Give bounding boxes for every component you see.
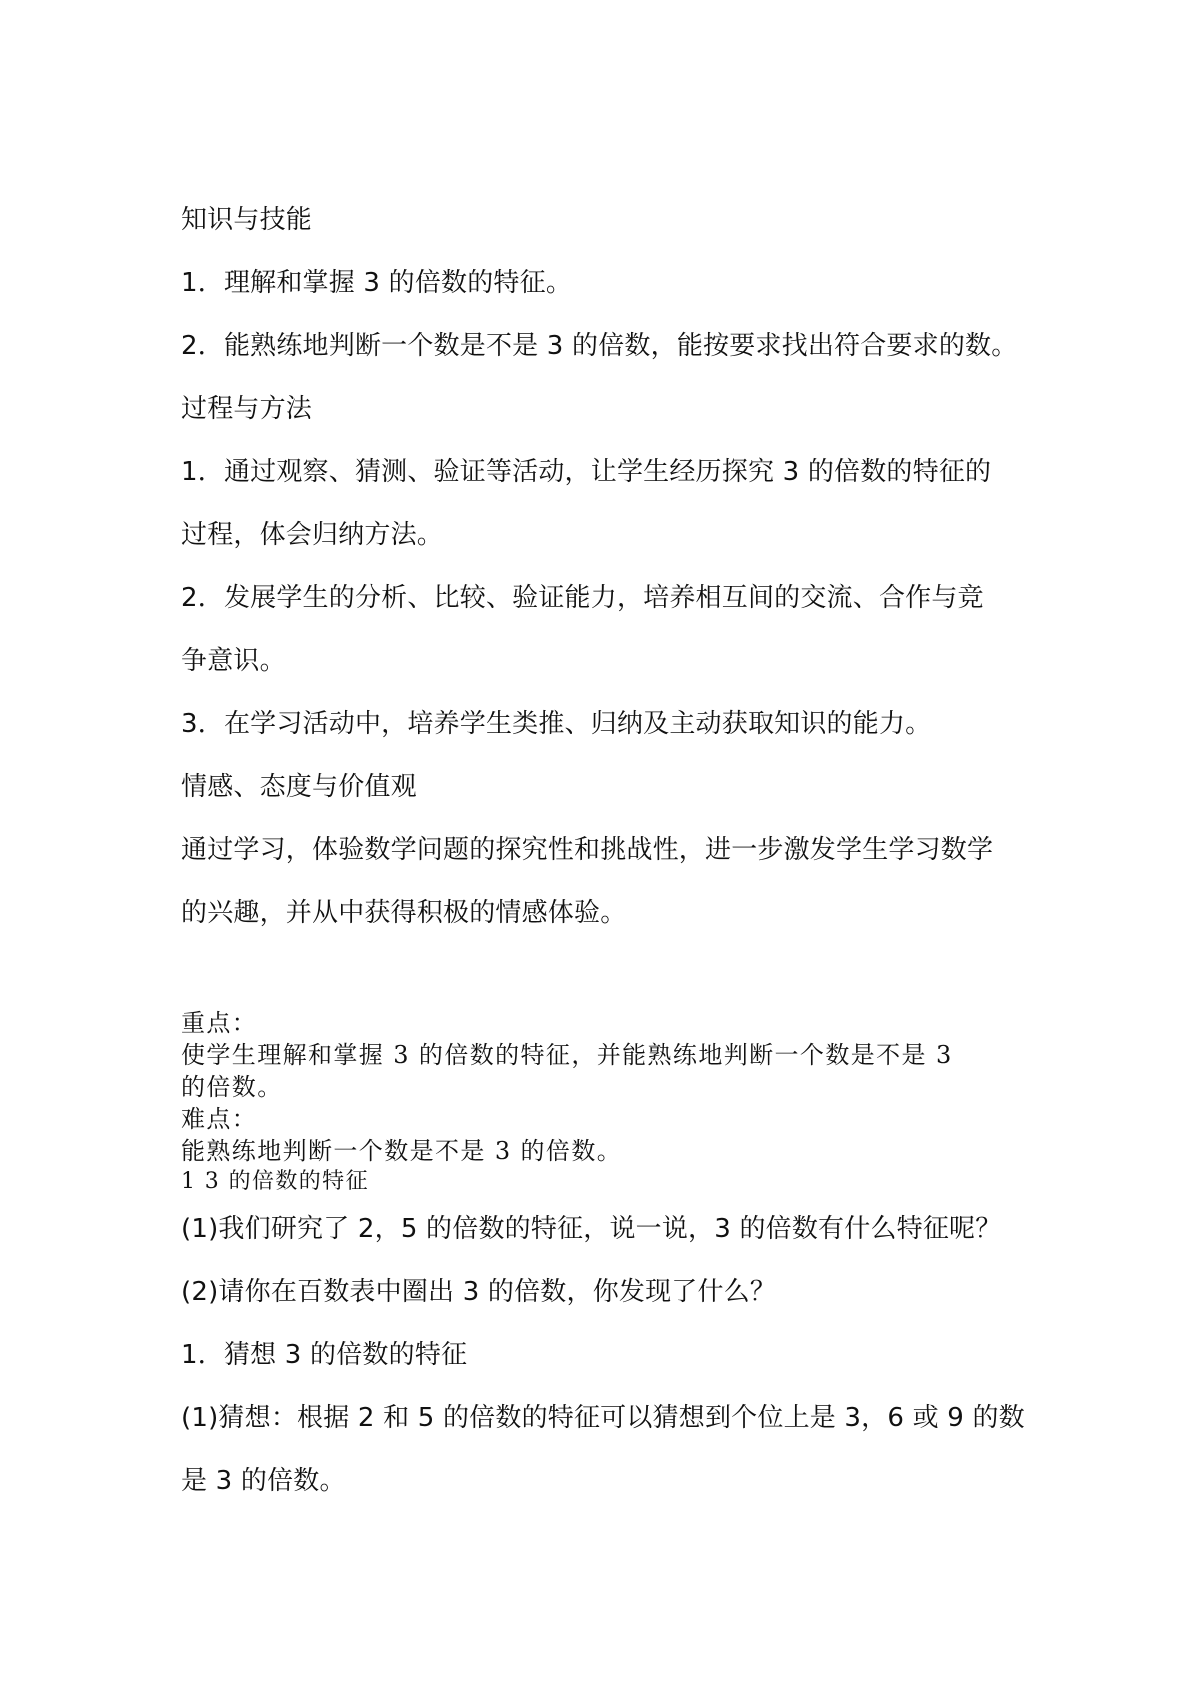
knowledge-heading: 知识与技能 — [181, 205, 313, 235]
guess-line-2: 是 3 的倍数。 — [181, 1466, 346, 1496]
emotion-line-1: 通过学习，体验数学问题的探究性和挑战性，进一步激发学生学习数学 — [181, 835, 994, 865]
lesson-title: 1 3 的倍数的特征 — [181, 1169, 369, 1194]
question-1: (1)我们研究了 2，5 的倍数的特征，说一说，3 的倍数有什么特征呢？ — [181, 1214, 1002, 1244]
process-item-2-line-2: 争意识。 — [181, 646, 286, 676]
focus-label: 重点： — [181, 1009, 258, 1037]
focus-line-1: 使学生理解和掌握 3 的倍数的特征，并能熟练地判断一个数是不是 3 — [181, 1041, 953, 1069]
process-item-2-line-1: 2．发展学生的分析、比较、验证能力，培养相互间的交流、合作与竞 — [181, 583, 984, 613]
knowledge-item-2: 2．能熟练地判断一个数是不是 3 的倍数，能按要求找出符合要求的数。 — [181, 331, 1018, 361]
process-item-3: 3．在学习活动中，培养学生类推、归纳及主动获取知识的能力。 — [181, 709, 932, 739]
process-item-1-line-1: 1．通过观察、猜测、验证等活动，让学生经历探究 3 的倍数的特征的 — [181, 457, 992, 487]
emotion-heading: 情感、态度与价值观 — [181, 772, 417, 802]
emotion-line-2: 的兴趣，并从中获得积极的情感体验。 — [181, 898, 627, 928]
difficulty-label: 难点： — [181, 1105, 258, 1133]
guess-line-1: (1)猜想：根据 2 和 5 的倍数的特征可以猜想到个位上是 3，6 或 9 的数 — [181, 1403, 1025, 1433]
process-item-1-line-2: 过程，体会归纳方法。 — [181, 520, 444, 550]
process-heading: 过程与方法 — [181, 394, 313, 424]
question-2: (2)请你在百数表中圈出 3 的倍数，你发现了什么？ — [181, 1277, 777, 1307]
step-1-heading: 1．猜想 3 的倍数的特征 — [181, 1340, 468, 1370]
focus-line-2: 的倍数。 — [181, 1073, 283, 1101]
knowledge-item-1: 1．理解和掌握 3 的倍数的特征。 — [181, 268, 573, 298]
difficulty-text: 能熟练地判断一个数是不是 3 的倍数。 — [181, 1137, 623, 1165]
